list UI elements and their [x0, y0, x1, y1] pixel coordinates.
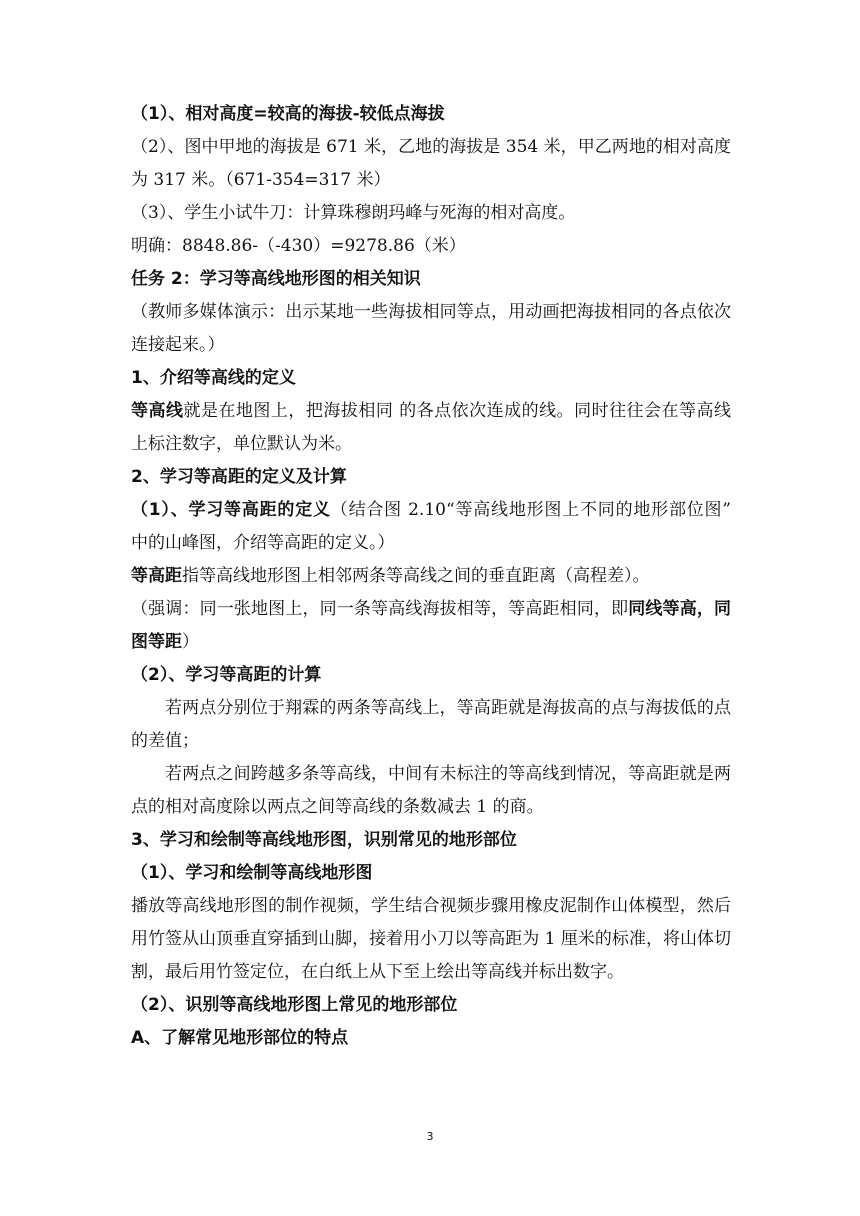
- paragraph-example-result: 为 317 米。（671-354=317 米）: [131, 170, 391, 190]
- paragraph-emphasis-line-1: [131, 599, 731, 619]
- paragraph-contour-definition-line-2: 上标注数字，单位默认为米。: [131, 434, 352, 454]
- paragraph-drawing-steps-line-2: 用竹签从山顶垂直穿插到山脚，接着用小刀以等高距为 1 厘米的标准，将山体切: [131, 929, 731, 949]
- terrain-parts-heading: （2）、识别等高线地形图上常见的地形部位: [131, 995, 458, 1015]
- paragraph-calculation-case-2-line-2: 点的相对高度除以两点之间等高线的条数减去 1 的商。: [131, 797, 544, 817]
- paragraph-drawing-steps-line-1: 播放等高线地形图的制作视频，学生结合视频步骤用橡皮泥制作山体模型，然后: [131, 896, 731, 916]
- paragraph-drawing-steps-line-3: 割，最后用竹签定位，在白纸上从下至上绘出等高线并标出数字。: [131, 962, 624, 982]
- paragraph-heading-relative-height: （1）、相对高度=较高的海拔-较低点海拔: [131, 104, 445, 124]
- section-contour-map-heading: 3、学习和绘制等高线地形图，识别常见的地形部位: [131, 830, 517, 850]
- contour-interval-term: 等高距: [131, 566, 182, 586]
- contour-interval-context: （结合图 2.10“等高线地形图上不同的地形部位图”: [330, 500, 731, 520]
- contour-interval-definition-text: 指等高线地形图上相邻两条等高线之间的垂直距离（高程差）。: [182, 566, 650, 586]
- contour-definition-text: 就是在地图上，把海拔相同 的各点依次连成的线。同时往往会在等高线: [183, 401, 732, 421]
- emphasis-text: （强调：同一张地图上，同一条等高线海拔相等，等高距相同，即: [131, 599, 629, 619]
- terrain-features-subheading: A、了解常见地形部位的特点: [131, 1028, 349, 1048]
- paragraph-contour-definition-line-1: [131, 401, 731, 421]
- contour-interval-subheading: （1）、学习等高距的定义: [131, 500, 331, 520]
- paragraph-calculation-case-1-line-2: 的差值；: [131, 731, 199, 751]
- paragraph-student-exercise: （3）、学生小试牛刀：计算珠穆朗玛峰与死海的相对高度。: [131, 203, 576, 223]
- emphasis-bold-continuation: 图等距: [131, 632, 182, 652]
- paragraph-contour-interval-definition-line-1: [131, 500, 731, 520]
- paragraph-teacher-demo-line-2: 连接起来。）: [131, 335, 225, 355]
- emphasis-bold-text: 同线等高，同: [628, 599, 732, 619]
- section-contour-interval-heading: 2、学习等高距的定义及计算: [131, 467, 347, 487]
- contour-map-drawing-heading: （1）、学习和绘制等高线地形图: [131, 863, 373, 883]
- task-2-heading: 任务 2：学习等高线地形图的相关知识: [131, 269, 421, 289]
- contour-interval-calculation-heading: （2）、学习等高距的计算: [131, 665, 322, 685]
- paragraph-contour-interval-definition-line-2: 中的山峰图，介绍等高距的定义。）: [131, 533, 395, 553]
- paragraph-example-altitudes: （2）、图中甲地的海拔是 671 米，乙地的海拔是 354 米，甲乙两地的相对高度: [131, 137, 731, 157]
- paragraph-teacher-demo-line-1: （教师多媒体演示：出示某地一些海拔相同等点，用动画把海拔相同的各点依次: [131, 302, 731, 322]
- paragraph-calculation-case-1-line-1: 若两点分别位于翔霖的两条等高线上，等高距就是海拔高的点与海拔低的点: [165, 698, 731, 718]
- section-contour-definition-heading: 1、介绍等高线的定义: [131, 368, 296, 388]
- paragraph-answer: 明确：8848.86-（-430）=9278.86（米）: [131, 236, 466, 256]
- emphasis-closing-paren: ）: [182, 632, 199, 652]
- paragraph-calculation-case-2-line-1: 若两点之间跨越多条等高线，中间有未标注的等高线到情况，等高距就是两: [165, 764, 731, 784]
- paragraph-contour-interval-definition: [131, 566, 731, 586]
- paragraph-emphasis-line-2: [131, 632, 731, 652]
- contour-term: 等高线: [131, 401, 184, 421]
- page-number: 3: [426, 1130, 434, 1143]
